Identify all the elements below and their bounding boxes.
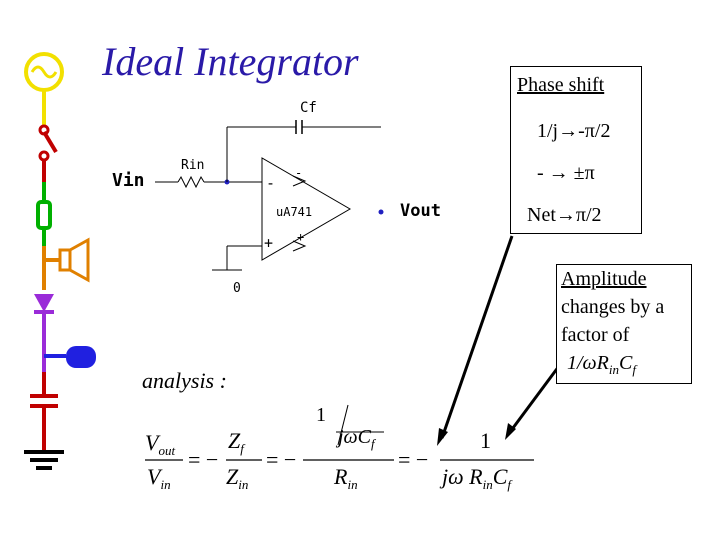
speaker-cone [70, 240, 88, 280]
amp-expr-sub-f: f [632, 362, 636, 377]
vout-node [379, 210, 384, 215]
eq-zf-z: Z [228, 428, 241, 453]
eq-zin-sub: in [238, 477, 249, 492]
analysis-label: analysis : [142, 368, 227, 393]
eq-equals-2: = − [266, 447, 297, 472]
eq-den-c: C [492, 464, 508, 489]
phase-line-1-right: -π/2 [578, 120, 611, 142]
eq-result-denominator [442, 464, 511, 493]
eq-jwcf [338, 426, 375, 452]
phase-arrow-head [437, 428, 448, 446]
rin-label: Rin [181, 158, 205, 173]
switch-contact-bottom [40, 152, 48, 160]
rin-resistor-icon [178, 177, 204, 187]
eq-rin-sub: in [347, 477, 358, 492]
eq-zin [226, 464, 248, 493]
eq-one: 1 [316, 404, 326, 426]
arrow-right-icon: → [555, 204, 576, 226]
phase-line-2-right: ±π [573, 162, 595, 184]
amp-expr-sub-in: in [608, 362, 620, 377]
eq-zin-z: Z [226, 464, 239, 489]
eq-zf [228, 428, 244, 457]
eq-vin [147, 464, 171, 493]
phase-arrow-line [442, 236, 512, 438]
eq-rin [334, 464, 358, 493]
eq-den-sub-f: f [507, 477, 512, 492]
amplitude-line-3: factor of [561, 324, 630, 346]
ground-label: 0 [233, 281, 241, 296]
eq-den-jwr: jω R [442, 464, 483, 489]
sine-wave-icon [32, 67, 56, 77]
amplitude-expression [567, 351, 636, 382]
phase-line-3-left: Net [527, 204, 556, 226]
decorative-component-strip [24, 54, 96, 468]
amplitude-line-1: Amplitude [561, 268, 647, 290]
eq-jwcf-sub: f [371, 436, 375, 451]
amplitude-line-2: changes by a [561, 296, 665, 318]
slide-title: Ideal Integrator [102, 39, 359, 84]
arrow-right-icon: → [548, 162, 569, 184]
cf-label: Cf [300, 100, 317, 116]
amplitude-box [556, 264, 692, 384]
amp-expr-prefix: 1/ωR [567, 352, 609, 374]
opamp-plus-label: + [264, 234, 274, 252]
phase-line-1 [537, 119, 610, 143]
eq-vin-sub: in [160, 477, 171, 492]
amplitude-arrow-line [510, 362, 562, 432]
switch-lever-icon [44, 132, 56, 152]
arrow-right-icon: → [558, 120, 579, 142]
vin-label: Vin [112, 170, 145, 191]
eq-equals-3: = − [398, 447, 429, 472]
phase-line-2 [537, 161, 595, 185]
phase-line-2-left: - [537, 162, 544, 184]
eq-one-2: 1 [480, 428, 491, 453]
eq-jwcf-text: jωC [338, 426, 372, 448]
eq-vout [145, 430, 175, 459]
diode-icon [34, 294, 54, 312]
eq-vin-v: V [147, 464, 161, 489]
vout-label: Vout [400, 201, 441, 221]
phase-shift-heading: Phase shift [517, 74, 605, 96]
phase-line-3 [527, 203, 602, 227]
phase-line-1-left: 1/j [537, 120, 559, 142]
fuse-icon [38, 202, 50, 228]
opamp-pin-plus-label: + [297, 230, 305, 244]
callout-arrows [437, 236, 562, 446]
eq-den-sub-in: in [482, 477, 493, 492]
opamp-pin-minus-label: - [295, 166, 303, 180]
eq-rin-r: R [334, 464, 348, 489]
opamp-minus-label: - [266, 174, 276, 192]
eq-zf-sub: f [240, 441, 244, 456]
eq-vout-sub: out [158, 443, 176, 458]
phase-line-3-right: π/2 [575, 204, 602, 226]
opamp-model-label: uA741 [276, 205, 313, 219]
amp-expr-c: C [619, 352, 633, 374]
phase-shift-box [510, 66, 642, 234]
eq-vout-v: V [145, 430, 159, 455]
eq-equals-1: = − [188, 447, 219, 472]
lamp-icon [66, 346, 96, 368]
